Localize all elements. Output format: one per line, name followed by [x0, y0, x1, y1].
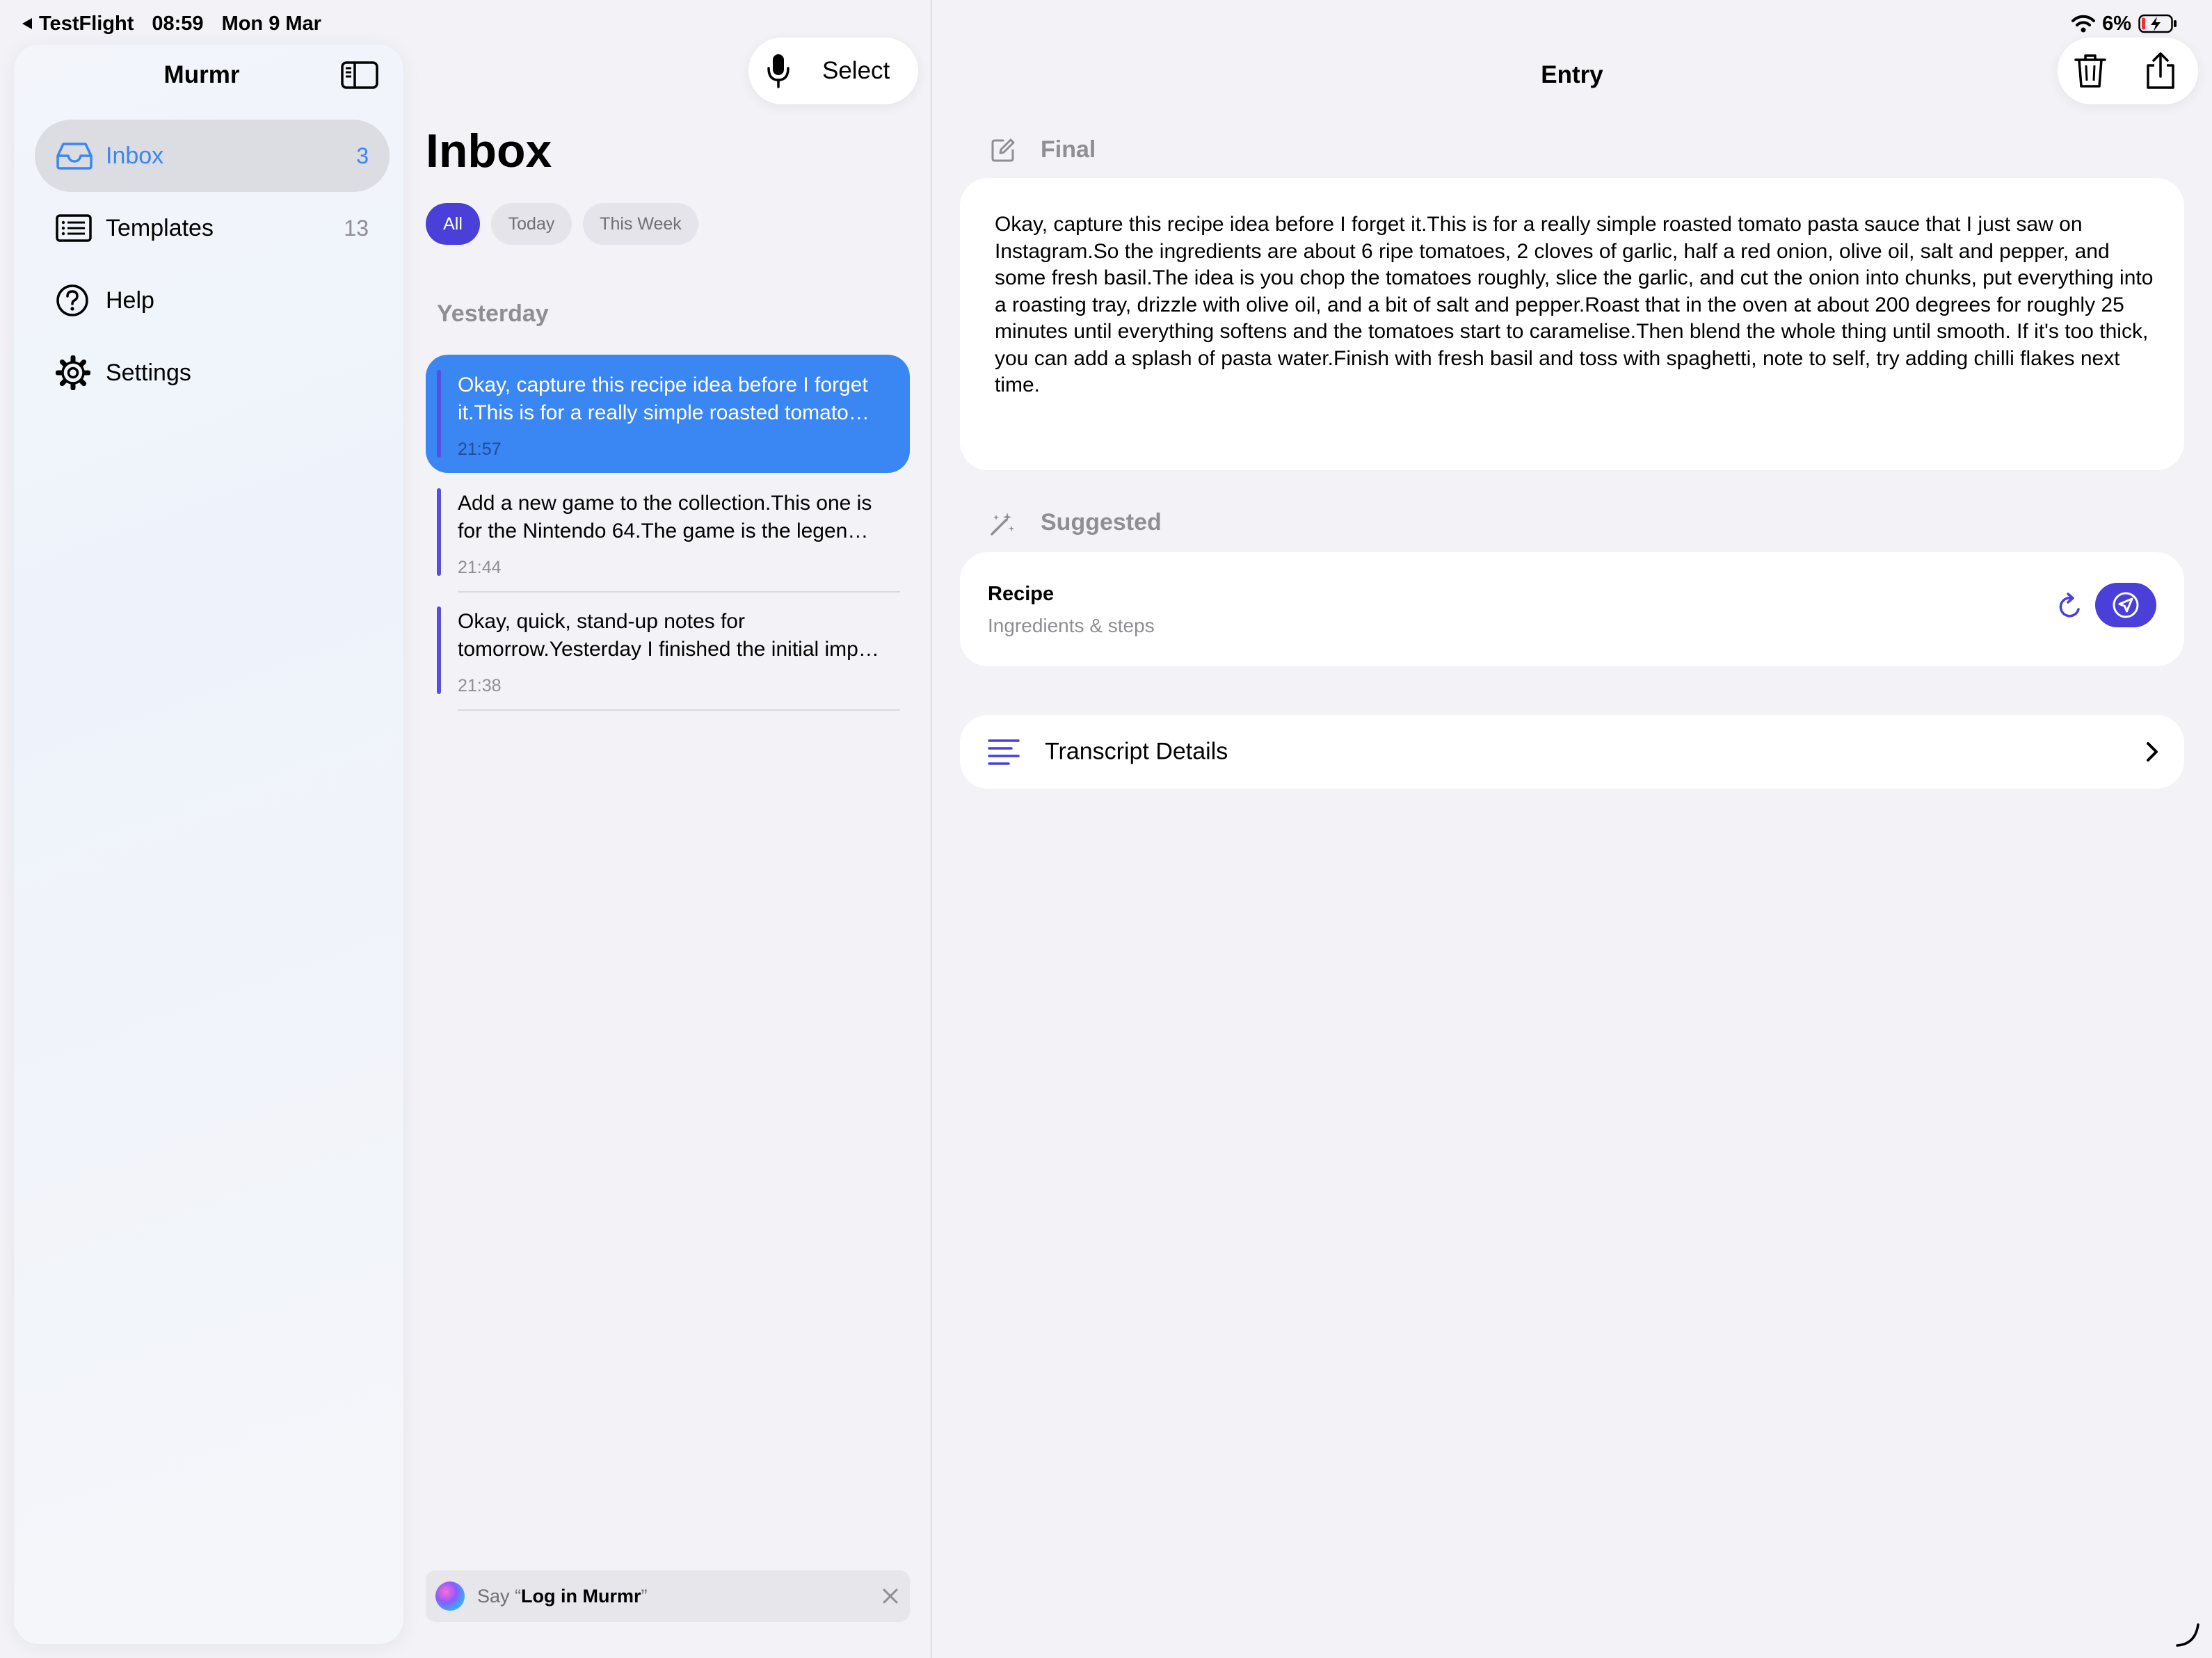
- final-transcript-card[interactable]: [960, 178, 2184, 470]
- siri-suggestion-text: Say “Log in Murmr”: [477, 1585, 648, 1607]
- suggestion-template-subtitle: Ingredients & steps: [988, 615, 1155, 636]
- share-icon: [2144, 51, 2177, 90]
- compose-icon: [991, 138, 1016, 163]
- sidebar-item-templates[interactable]: [35, 192, 390, 264]
- sidebar-item-label: Templates: [106, 214, 214, 241]
- battery-percent: 6%: [2102, 12, 2131, 35]
- entry-preview: Okay, quick, stand-up notes for tomorrow.Yesterday I finished the initial imp…: [458, 610, 879, 661]
- resize-corner-icon: [2174, 1620, 2202, 1648]
- final-section-label: Final: [1041, 136, 1096, 163]
- apply-template-button[interactable]: [2095, 583, 2156, 627]
- transcript-details-row[interactable]: [960, 715, 2184, 789]
- final-transcript-text[interactable]: Okay, capture this recipe idea before I forget it.This is for a really simple roasted tomato pasta sauce that I just saw on Instagram.So the ingredients are about 6 ripe tomatoes, 2 cloves of garlic, half a red onion, olive oil, salt and pepper, and some fresh basil.The idea is you chop the tomatoes roughly, slice the garlic, and cut the onion into chunks, put everything into a roasting tray, drizzle with olive oil, and a bit of salt and pepper.Roast that in the oven at about 200 degrees for roughly 25 minutes until everything softens and the tomatoes start to caramelise.Then blend the whole thing until smooth. If it's too thick, you can add a splash of pasta water.Finish with fresh basil and toss with spaghetti, note to self, try adding chilli flakes next time.: [995, 213, 2154, 396]
- status-time: 08:59: [152, 12, 204, 35]
- filter-today[interactable]: Today: [491, 203, 572, 245]
- list-item[interactable]: [426, 473, 910, 591]
- divider: [458, 709, 900, 711]
- question-circle-icon: [56, 284, 89, 317]
- column-divider: [931, 0, 932, 1658]
- wifi-icon: [2071, 15, 2095, 33]
- entry-accent-bar: [437, 488, 441, 576]
- microphone-icon: [767, 53, 790, 89]
- close-button[interactable]: [882, 1588, 899, 1604]
- entry-preview: Add a new game to the collection.This one is for the Nintendo 64.The game is the legen…: [458, 492, 872, 542]
- entry-time: 21:57: [458, 440, 502, 459]
- status-bar-right: [2071, 10, 2177, 38]
- suggested-section-label: Suggested: [1041, 509, 1162, 536]
- status-bar-left: [21, 10, 321, 38]
- detail-toolbar: [2058, 38, 2198, 104]
- app-title: Murmr: [163, 61, 240, 88]
- regenerate-button[interactable]: [2056, 591, 2084, 622]
- gear-icon: [56, 355, 90, 390]
- entry-preview: Okay, capture this recipe idea before I forget it.This is for a really simple roasted tomato…: [458, 373, 869, 424]
- suggestion-card[interactable]: [960, 552, 2184, 666]
- filter-all[interactable]: All: [426, 203, 480, 245]
- suggestion-template-name: Recipe: [988, 583, 1055, 605]
- back-to-app[interactable]: [21, 13, 134, 35]
- filter-this-week[interactable]: This Week: [583, 203, 698, 245]
- chevron-right-icon: [2145, 741, 2159, 763]
- trash-icon: [2073, 53, 2108, 89]
- tray-icon: [56, 142, 93, 170]
- select-button[interactable]: Select: [822, 57, 890, 84]
- list-icon: [56, 214, 92, 242]
- status-date: Mon 9 Mar: [221, 12, 321, 35]
- battery-charging-icon: [2138, 14, 2177, 33]
- close-icon: [882, 1588, 899, 1604]
- sidebar-item-help[interactable]: [35, 264, 390, 337]
- record-button[interactable]: [767, 53, 790, 89]
- sidebar-icon: [341, 61, 378, 89]
- back-triangle-icon: [21, 17, 33, 31]
- page-title: Inbox: [426, 124, 552, 177]
- sidebar-item-count: 13: [344, 215, 369, 241]
- entry-time: 21:44: [458, 558, 502, 577]
- refresh-icon: [2056, 591, 2084, 622]
- list-item[interactable]: [426, 591, 910, 709]
- transcript-details-label: Transcript Details: [1045, 738, 1228, 765]
- section-header: Yesterday: [437, 300, 549, 327]
- sidebar-toggle-button[interactable]: [341, 61, 378, 89]
- entry-accent-bar: [437, 370, 441, 458]
- siri-icon: [435, 1581, 465, 1611]
- entry-accent-bar: [437, 606, 441, 694]
- siri-phrase: Log in Murmr: [521, 1585, 641, 1607]
- send-arrow-icon: [2112, 591, 2140, 619]
- sidebar-item-inbox[interactable]: [35, 120, 390, 192]
- sidebar-item-label: Settings: [106, 359, 191, 386]
- text-lines-icon: [988, 738, 1020, 766]
- entry-time: 21:38: [458, 676, 502, 695]
- list-toolbar: [748, 38, 918, 104]
- list-item[interactable]: [426, 355, 910, 473]
- back-app-label: TestFlight: [39, 12, 134, 35]
- detail-title: Entry: [1541, 61, 1603, 88]
- share-button[interactable]: [2144, 51, 2177, 90]
- sidebar-item-settings[interactable]: [35, 337, 390, 409]
- magic-wand-icon: [989, 510, 1016, 537]
- sidebar-item-count: 3: [356, 143, 369, 168]
- siri-suggestion-banner[interactable]: [426, 1570, 910, 1622]
- sidebar-item-label: Inbox: [106, 142, 164, 169]
- delete-button[interactable]: [2073, 53, 2108, 89]
- sidebar-item-label: Help: [106, 287, 154, 314]
